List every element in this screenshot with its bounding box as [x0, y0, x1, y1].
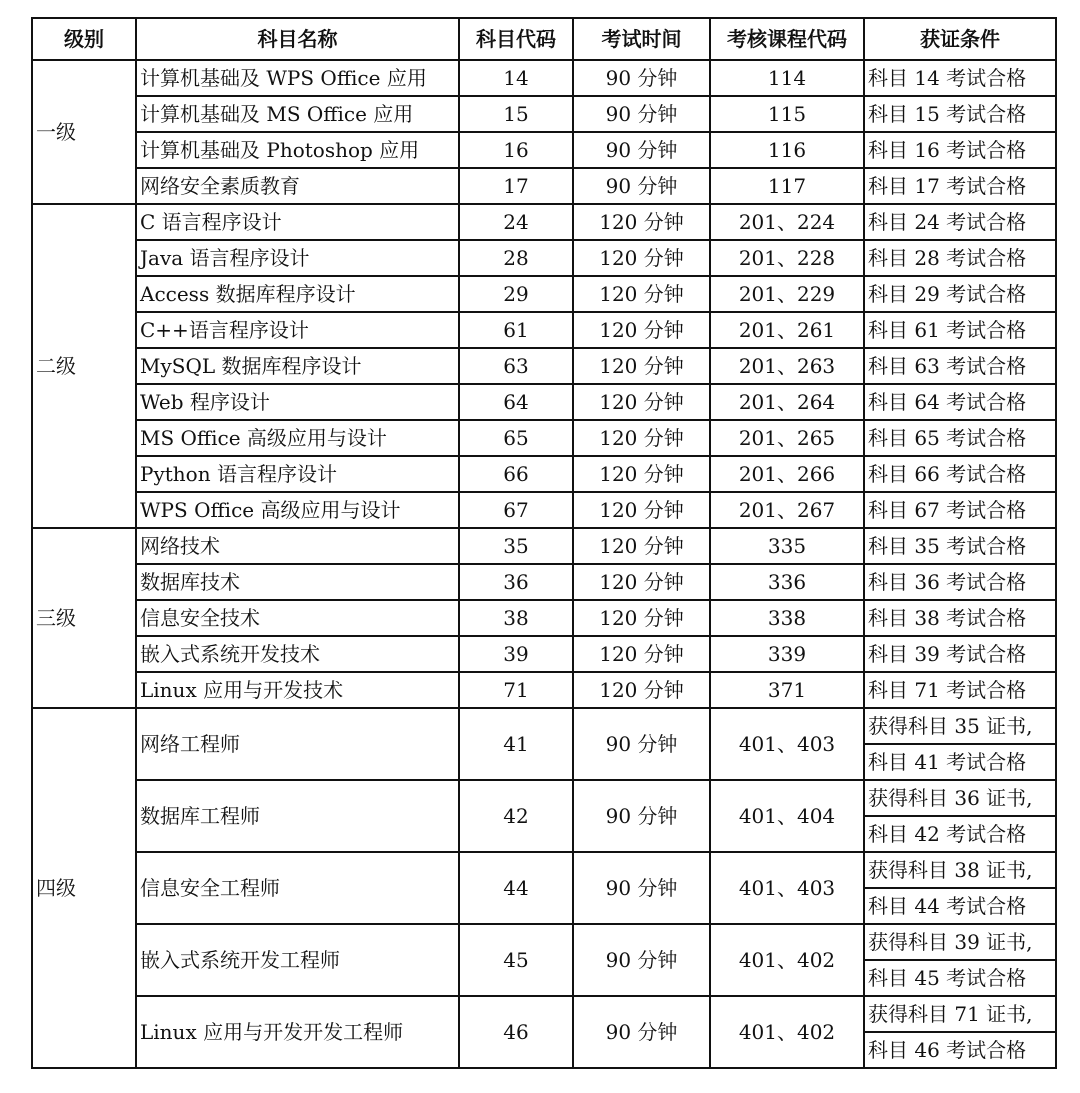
course-code-cell: 115	[710, 96, 864, 132]
subject-name-cell: Web 程序设计	[136, 384, 459, 420]
subject-code-cell: 24	[459, 204, 573, 240]
course-code-cell: 117	[710, 168, 864, 204]
certificate-condition-cell: 科目 38 考试合格	[864, 600, 1056, 636]
exam-time-cell: 90 分钟	[573, 780, 710, 852]
course-code-cell: 201、263	[710, 348, 864, 384]
exam-time-cell: 120 分钟	[573, 348, 710, 384]
subject-name-cell: 计算机基础及 MS Office 应用	[136, 96, 459, 132]
subject-name-cell: 网络工程师	[136, 708, 459, 780]
certificate-condition-cell: 科目 65 考试合格	[864, 420, 1056, 456]
exam-time-cell: 120 分钟	[573, 600, 710, 636]
subject-name-cell: 信息安全技术	[136, 600, 459, 636]
subject-code-cell: 41	[459, 708, 573, 780]
certificate-condition-cell: 获得科目 39 证书,	[864, 924, 1056, 960]
course-code-cell: 201、267	[710, 492, 864, 528]
certificate-condition-cell: 科目 61 考试合格	[864, 312, 1056, 348]
certificate-condition-cell: 科目 46 考试合格	[864, 1032, 1056, 1068]
subject-name-cell: 数据库工程师	[136, 780, 459, 852]
course-code-cell: 201、266	[710, 456, 864, 492]
course-code-cell: 114	[710, 60, 864, 96]
table-body	[32, 60, 1056, 1068]
table-row	[32, 312, 1056, 348]
exam-time-cell: 90 分钟	[573, 96, 710, 132]
header-certificate-condition: 获证条件	[864, 18, 1056, 60]
subject-name-cell: 数据库技术	[136, 564, 459, 600]
course-code-cell: 338	[710, 600, 864, 636]
exam-time-cell: 120 分钟	[573, 636, 710, 672]
exam-subjects-table	[31, 17, 1057, 1069]
subject-code-cell: 42	[459, 780, 573, 852]
certificate-condition-cell: 获得科目 38 证书,	[864, 852, 1056, 888]
table-row	[32, 924, 1056, 960]
header-level: 级别	[32, 18, 136, 60]
table-row	[32, 780, 1056, 816]
subject-code-cell: 46	[459, 996, 573, 1068]
exam-time-cell: 120 分钟	[573, 240, 710, 276]
course-code-cell: 401、402	[710, 996, 864, 1068]
level-cell: 四级	[32, 708, 136, 1068]
table-row	[32, 384, 1056, 420]
exam-time-cell: 120 分钟	[573, 420, 710, 456]
header-subject-name: 科目名称	[136, 18, 459, 60]
subject-name-cell: 计算机基础及 WPS Office 应用	[136, 60, 459, 96]
course-code-cell: 401、403	[710, 708, 864, 780]
table-row	[32, 564, 1056, 600]
course-code-cell: 336	[710, 564, 864, 600]
subject-name-cell: Linux 应用与开发开发工程师	[136, 996, 459, 1068]
course-code-cell: 371	[710, 672, 864, 708]
course-code-cell: 201、264	[710, 384, 864, 420]
exam-time-cell: 120 分钟	[573, 312, 710, 348]
subject-name-cell: 信息安全工程师	[136, 852, 459, 924]
course-code-cell: 201、265	[710, 420, 864, 456]
subject-code-cell: 28	[459, 240, 573, 276]
exam-time-cell: 90 分钟	[573, 60, 710, 96]
table-row	[32, 456, 1056, 492]
exam-time-cell: 90 分钟	[573, 924, 710, 996]
exam-time-cell: 90 分钟	[573, 168, 710, 204]
table-row	[32, 852, 1056, 888]
table-row	[32, 996, 1056, 1032]
certificate-condition-cell: 科目 44 考试合格	[864, 888, 1056, 924]
certificate-condition-cell: 科目 41 考试合格	[864, 744, 1056, 780]
subject-code-cell: 44	[459, 852, 573, 924]
table-row	[32, 492, 1056, 528]
certificate-condition-cell: 科目 36 考试合格	[864, 564, 1056, 600]
subject-code-cell: 14	[459, 60, 573, 96]
subject-code-cell: 16	[459, 132, 573, 168]
certificate-condition-cell: 获得科目 36 证书,	[864, 780, 1056, 816]
header-subject-code: 科目代码	[459, 18, 573, 60]
table-row	[32, 708, 1056, 744]
certificate-condition-cell: 科目 16 考试合格	[864, 132, 1056, 168]
subject-code-cell: 66	[459, 456, 573, 492]
exam-time-cell: 90 分钟	[573, 996, 710, 1068]
table-row	[32, 204, 1056, 240]
certificate-condition-cell: 科目 29 考试合格	[864, 276, 1056, 312]
certificate-condition-cell: 科目 14 考试合格	[864, 60, 1056, 96]
certificate-condition-cell: 科目 35 考试合格	[864, 528, 1056, 564]
table-row	[32, 636, 1056, 672]
course-code-cell: 201、261	[710, 312, 864, 348]
exam-time-cell: 120 分钟	[573, 276, 710, 312]
subject-name-cell: 计算机基础及 Photoshop 应用	[136, 132, 459, 168]
exam-time-cell: 90 分钟	[573, 852, 710, 924]
certificate-condition-cell: 科目 63 考试合格	[864, 348, 1056, 384]
exam-time-cell: 120 分钟	[573, 204, 710, 240]
subject-code-cell: 45	[459, 924, 573, 996]
subject-name-cell: Java 语言程序设计	[136, 240, 459, 276]
certificate-condition-cell: 科目 39 考试合格	[864, 636, 1056, 672]
table-row	[32, 240, 1056, 276]
course-code-cell: 401、402	[710, 924, 864, 996]
exam-time-cell: 120 分钟	[573, 456, 710, 492]
level-cell: 二级	[32, 204, 136, 528]
subject-name-cell: Linux 应用与开发技术	[136, 672, 459, 708]
header-exam-time: 考试时间	[573, 18, 710, 60]
subject-name-cell: C 语言程序设计	[136, 204, 459, 240]
subject-code-cell: 39	[459, 636, 573, 672]
subject-name-cell: C++语言程序设计	[136, 312, 459, 348]
course-code-cell: 339	[710, 636, 864, 672]
certificate-condition-cell: 科目 71 考试合格	[864, 672, 1056, 708]
subject-code-cell: 15	[459, 96, 573, 132]
table-row	[32, 132, 1056, 168]
subject-code-cell: 38	[459, 600, 573, 636]
course-code-cell: 401、403	[710, 852, 864, 924]
certificate-condition-cell: 科目 45 考试合格	[864, 960, 1056, 996]
certificate-condition-cell: 科目 28 考试合格	[864, 240, 1056, 276]
subject-code-cell: 67	[459, 492, 573, 528]
table-row	[32, 420, 1056, 456]
certificate-condition-cell: 科目 67 考试合格	[864, 492, 1056, 528]
subject-name-cell: MS Office 高级应用与设计	[136, 420, 459, 456]
header-row	[32, 18, 1056, 60]
subject-code-cell: 29	[459, 276, 573, 312]
certificate-condition-cell: 科目 17 考试合格	[864, 168, 1056, 204]
subject-name-cell: 嵌入式系统开发技术	[136, 636, 459, 672]
course-code-cell: 335	[710, 528, 864, 564]
subject-code-cell: 36	[459, 564, 573, 600]
table-row	[32, 528, 1056, 564]
table-row	[32, 276, 1056, 312]
subject-code-cell: 61	[459, 312, 573, 348]
exam-time-cell: 120 分钟	[573, 672, 710, 708]
table-row	[32, 96, 1056, 132]
table-row	[32, 168, 1056, 204]
certificate-condition-cell: 获得科目 71 证书,	[864, 996, 1056, 1032]
table-row	[32, 672, 1056, 708]
level-cell: 三级	[32, 528, 136, 708]
table-row	[32, 348, 1056, 384]
exam-time-cell: 120 分钟	[573, 384, 710, 420]
subject-name-cell: WPS Office 高级应用与设计	[136, 492, 459, 528]
subject-code-cell: 17	[459, 168, 573, 204]
exam-time-cell: 120 分钟	[573, 528, 710, 564]
certificate-condition-cell: 科目 66 考试合格	[864, 456, 1056, 492]
subject-name-cell: 嵌入式系统开发工程师	[136, 924, 459, 996]
subject-name-cell: Access 数据库程序设计	[136, 276, 459, 312]
subject-name-cell: 网络安全素质教育	[136, 168, 459, 204]
header-course-code: 考核课程代码	[710, 18, 864, 60]
subject-name-cell: MySQL 数据库程序设计	[136, 348, 459, 384]
exam-time-cell: 120 分钟	[573, 564, 710, 600]
course-code-cell: 201、224	[710, 204, 864, 240]
certificate-condition-cell: 科目 24 考试合格	[864, 204, 1056, 240]
level-cell: 一级	[32, 60, 136, 204]
exam-time-cell: 90 分钟	[573, 708, 710, 780]
certificate-condition-cell: 科目 42 考试合格	[864, 816, 1056, 852]
certificate-condition-cell: 获得科目 35 证书,	[864, 708, 1056, 744]
course-code-cell: 201、228	[710, 240, 864, 276]
table-row	[32, 600, 1056, 636]
subject-name-cell: Python 语言程序设计	[136, 456, 459, 492]
exam-time-cell: 120 分钟	[573, 492, 710, 528]
subject-code-cell: 35	[459, 528, 573, 564]
subject-name-cell: 网络技术	[136, 528, 459, 564]
subject-code-cell: 71	[459, 672, 573, 708]
subject-code-cell: 64	[459, 384, 573, 420]
subject-code-cell: 65	[459, 420, 573, 456]
course-code-cell: 116	[710, 132, 864, 168]
table-row	[32, 60, 1056, 96]
certificate-condition-cell: 科目 15 考试合格	[864, 96, 1056, 132]
course-code-cell: 201、229	[710, 276, 864, 312]
exam-time-cell: 90 分钟	[573, 132, 710, 168]
certificate-condition-cell: 科目 64 考试合格	[864, 384, 1056, 420]
subject-code-cell: 63	[459, 348, 573, 384]
course-code-cell: 401、404	[710, 780, 864, 852]
